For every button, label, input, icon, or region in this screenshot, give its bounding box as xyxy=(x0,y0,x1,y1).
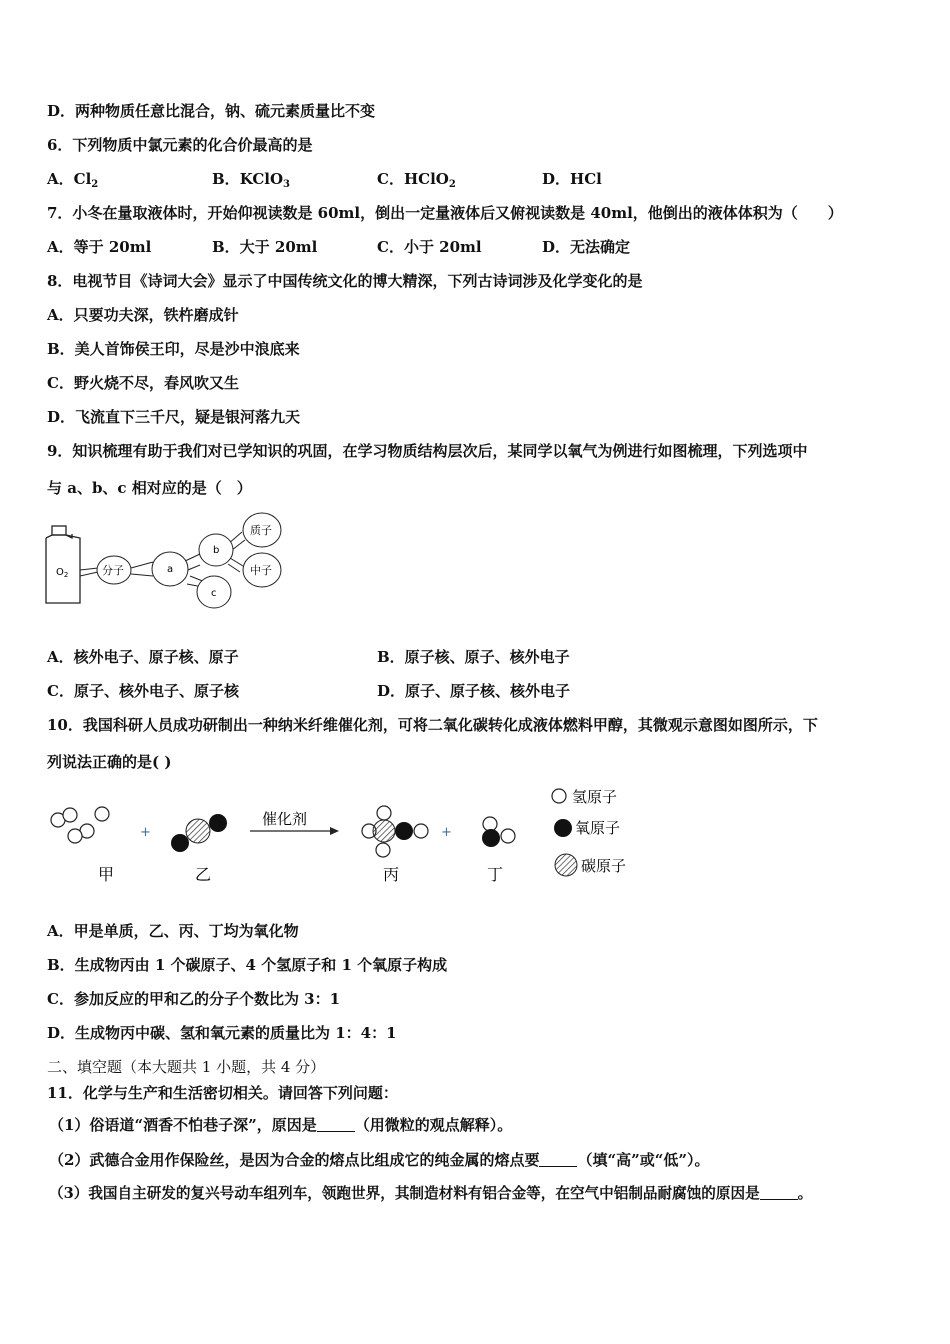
q10-stem-line1: 10．我国科研人员成功研制出一种纳米纤维催化剂，可将二氧化碳转化成液体燃料甲醇，其微观示意图如图所示，下 xyxy=(47,716,818,734)
oxygen-bottle-icon xyxy=(46,526,80,603)
q6-option-d: D．HCl xyxy=(542,170,602,188)
q7-option-b: B．大于 20ml xyxy=(212,238,318,256)
q10-option-d: D．生成物丙中碳、氢和氧元素的质量比为 1：4：1 xyxy=(47,1024,397,1042)
molecule-label: 分子 xyxy=(102,564,124,577)
q6-option-a: A．$Cl_2$ xyxy=(47,170,99,190)
answer-blank-3[interactable] xyxy=(760,1185,798,1200)
q6-option-c: C．HClO$_2$ xyxy=(377,170,456,190)
q11-part2: （2）武德合金用作保险丝，是因为合金的熔点比组成它的纯金属的熔点要 （填“高”或“低”）。 xyxy=(49,1151,710,1169)
node-a-label: a xyxy=(167,564,174,575)
plus-sign-1: + xyxy=(140,825,151,840)
oxygen-atom-icon xyxy=(554,819,572,837)
catalyst-label: 催化剂 xyxy=(262,810,308,828)
q11-stem: 11．化学与生产和生活密切相关。请回答下列问题： xyxy=(47,1084,398,1102)
q7-stem: 7．小冬在量取液体时，开始仰视读数是 60ml，倒出一定量液体后又俯视读数是 40ml，他倒出的液体体积为（ ） xyxy=(47,204,843,222)
reactant-jia-hydrogen-molecules xyxy=(51,807,109,843)
q9-stem-line1: 9．知识梳理有助于我们对已学知识的巩固，在学习物质结构层次后，某同学以氧气为例进行如图梳理，下列选项中 xyxy=(47,442,808,460)
q9-option-c: C．原子、核外电子、原子核 xyxy=(47,682,239,700)
proton-label: 质子 xyxy=(250,524,272,537)
answer-blank-1[interactable] xyxy=(317,1117,355,1132)
q9-option-b: B．原子核、原子、核外电子 xyxy=(377,648,570,666)
plus-sign-2: + xyxy=(441,825,452,840)
label-yi: 乙 xyxy=(195,865,212,884)
label-jia: 甲 xyxy=(98,865,115,884)
q9-stem-line2: 与 a、b、c 相对应的是（ ） xyxy=(47,479,252,497)
section-2-title: 二、填空题（本大题共 1 小题，共 4 分） xyxy=(47,1058,326,1076)
q10-option-c: C．参加反应的甲和乙的分子个数比为 3：1 xyxy=(47,990,341,1008)
q11-part3: （3）我国自主研发的复兴号动车组列车，领跑世界，其制造材料有铝合金等，在空气中铝制品耐腐蚀的原因是 。 xyxy=(49,1185,813,1202)
q11-part1: （1）俗语道“酒香不怕巷子深”，原因是 （用微粒的观点解释）。 xyxy=(49,1116,513,1134)
q10-reaction-diagram xyxy=(40,780,660,890)
reactant-yi-co2-molecule xyxy=(171,814,227,852)
q10-option-b: B．生成物丙由 1 个碳原子、4 个氢原子和 1 个氧原子构成 xyxy=(47,956,448,974)
q7-option-d: D．无法确定 xyxy=(542,238,631,256)
legend-oxygen: 氧原子 xyxy=(575,819,621,837)
q8-stem: 8．电视节目《诗词大会》显示了中国传统文化的博大精深，下列古诗词涉及化学变化的是 xyxy=(47,272,643,290)
legend-hydrogen: 氢原子 xyxy=(572,788,618,806)
q9-option-d: D．原子、原子核、核外电子 xyxy=(377,682,571,700)
q10-option-a: A．甲是单质，乙、丙、丁均为氧化物 xyxy=(47,922,299,940)
q8-option-b: B．美人首饰侯王印，尽是沙中浪底来 xyxy=(47,340,300,358)
legend-carbon: 碳原子 xyxy=(581,857,627,875)
q9-structure-diagram xyxy=(40,510,290,610)
answer-blank-2[interactable] xyxy=(539,1152,577,1167)
q10-stem-line2: 列说法正确的是( ) xyxy=(47,753,172,771)
product-ding-water-molecule xyxy=(482,817,515,847)
q6-option-b: B．KClO$_3$ xyxy=(212,170,290,190)
node-b-label: b xyxy=(213,545,220,556)
label-ding: 丁 xyxy=(487,865,504,884)
q8-option-d: D．飞流直下三千尺，疑是银河落九天 xyxy=(47,408,301,426)
arrow-head-icon xyxy=(330,827,339,835)
node-c-label: c xyxy=(211,588,217,599)
q7-option-a: A．等于 20ml xyxy=(47,238,152,256)
atom-legend xyxy=(552,788,626,876)
q6-stem: 6．下列物质中氯元素的化合价最高的是 xyxy=(47,136,313,154)
q5-option-d: D．两种物质任意比混合，钠、硫元素质量比不变 xyxy=(47,102,376,120)
carbon-atom-icon xyxy=(555,854,577,876)
neutron-label: 中子 xyxy=(250,564,272,577)
q9-option-a: A．核外电子、原子核、原子 xyxy=(47,648,239,666)
q8-option-a: A．只要功夫深，铁杵磨成针 xyxy=(47,306,239,324)
bottle-label: $O_2$ xyxy=(56,567,69,579)
hydrogen-atom-icon xyxy=(552,789,566,803)
q8-option-c: C．野火烧不尽，春风吹又生 xyxy=(47,374,239,392)
product-bing-methanol-molecule xyxy=(362,806,428,857)
label-bing: 丙 xyxy=(383,865,400,884)
q7-option-c: C．小于 20ml xyxy=(377,238,482,256)
